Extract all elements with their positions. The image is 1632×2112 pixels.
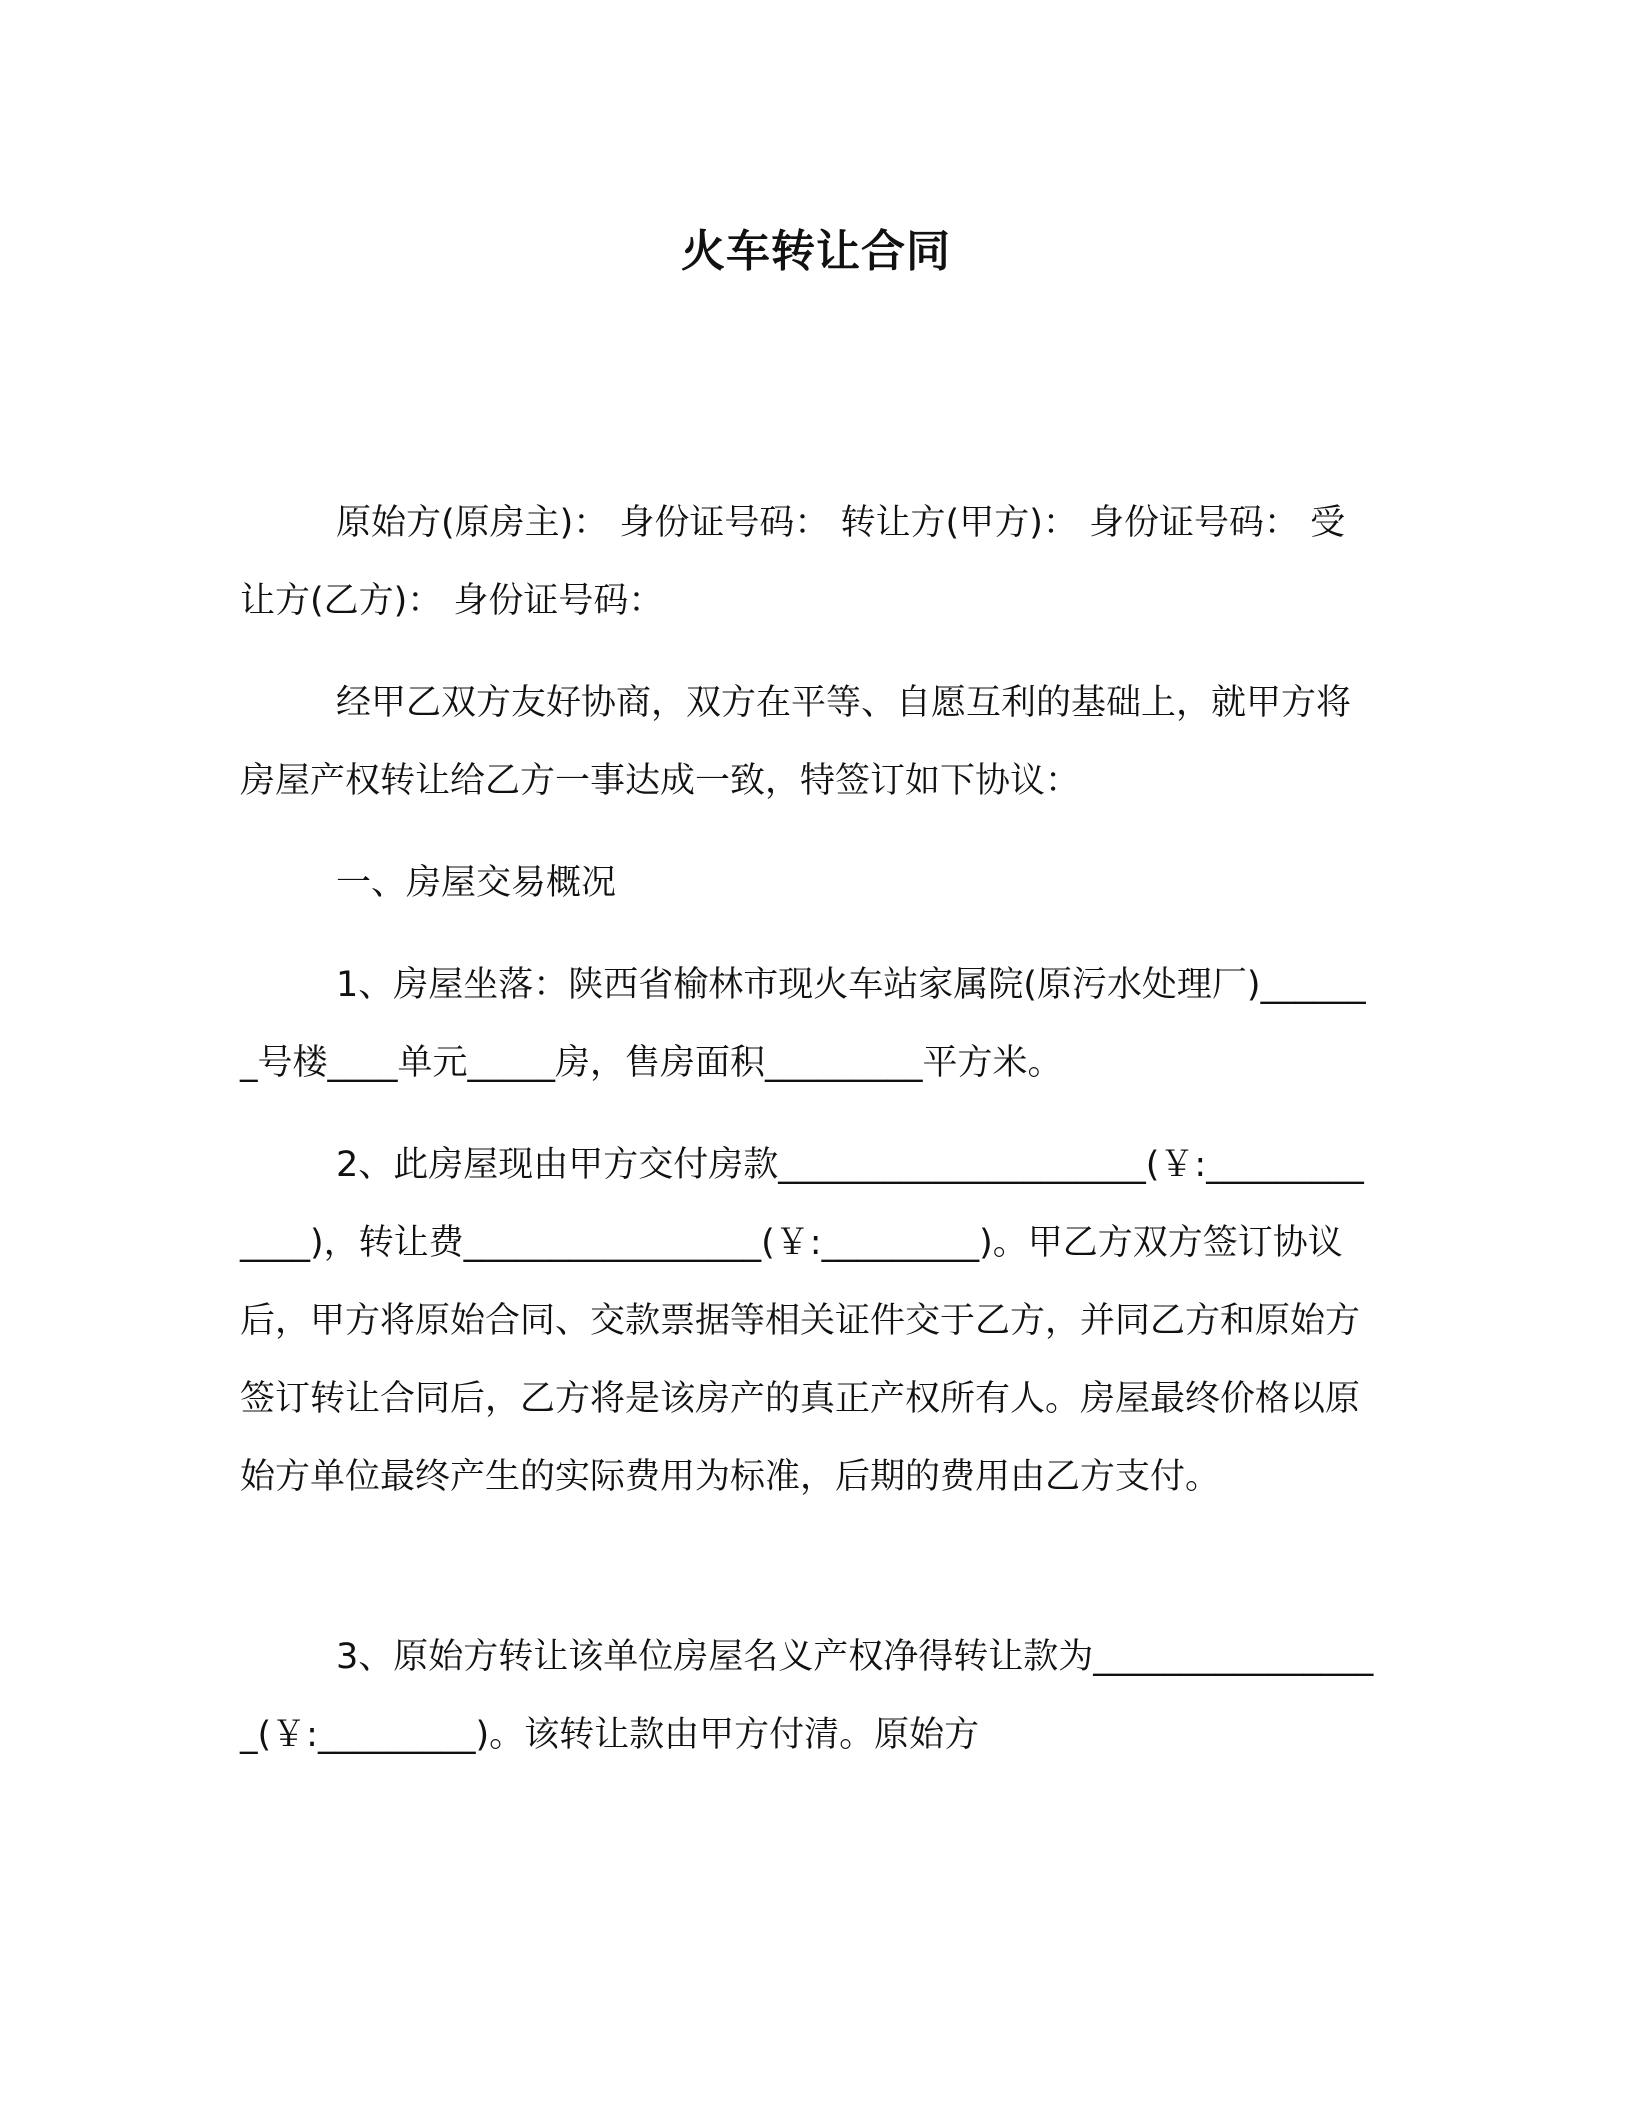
section-heading: 一、房屋交易概况 (336, 863, 617, 903)
clause-1-paragraph: 1、房屋坐落：陕西省榆林市现火车站家属院(原污水处理厂)_______号楼____单元_____房，售房面积_________平方米。 (240, 965, 1366, 1083)
clause-3-paragraph: 3、原始方转让该单位房屋名义产权净得转让款为_________________(￥:_________)。该转让款由甲方付清。原始方 (240, 1637, 1374, 1755)
clause-2-paragraph: 2、此房屋现由甲方交付房款_____________________(￥:_____________)，转让费_________________(￥:_________)。甲乙方双方签订协议后，甲方将原始合同、交款票据等相关证件交于乙方，并同乙方和原始方签订转让合同后，乙方将是该房产的真正产权所有人。房屋最终价格以原始方单位最终产生的实际费用为标准，后期的费用由乙方支付。 (240, 1145, 1364, 1497)
document-title: 火车转让合同 (681, 226, 951, 277)
parties-paragraph: 原始方(原房主)： 身份证号码： 转让方(甲方)： 身份证号码： 受让方(乙方)： 身份证号码： (240, 503, 1346, 621)
preamble-paragraph: 经甲乙双方友好协商，双方在平等、自愿互利的基础上，就甲方将房屋产权转让给乙方一事达成一致，特签订如下协议： (240, 683, 1352, 801)
